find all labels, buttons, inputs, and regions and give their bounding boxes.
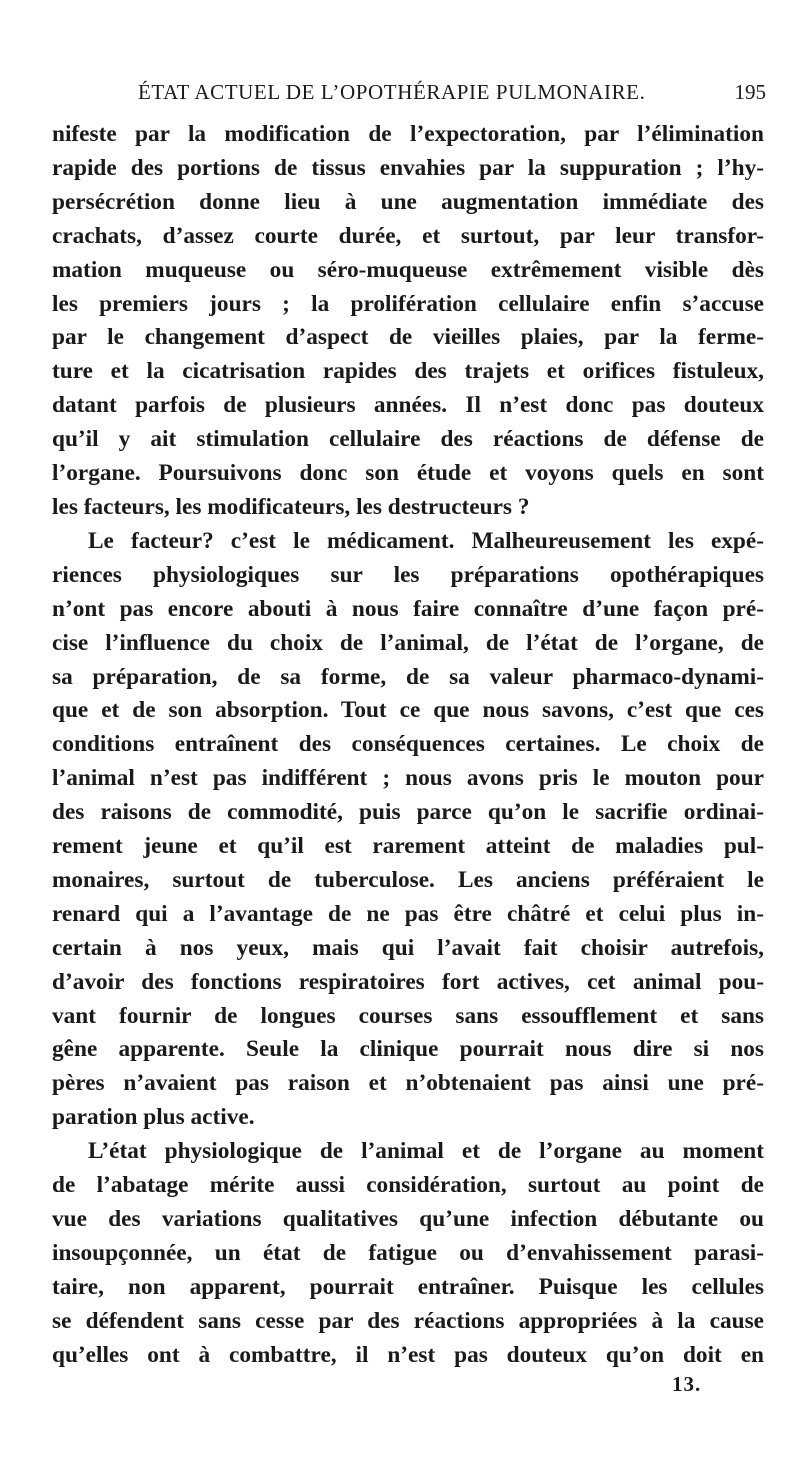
- text-line: l’organe. Poursuivons donc son étude et voyons quels en sont: [52, 460, 764, 487]
- text-line: taire, non apparent, pourrait entraîner. Puisque les cellules: [52, 1273, 764, 1300]
- text-line: nifeste par la modification de l’expectoration, par l’élimination: [52, 121, 764, 147]
- text-line: rapide des portions de tissus envahies par la suppuration ; l’hy-: [52, 154, 764, 181]
- text-line: que et de son absorption. Tout ce que nous savons, c’est que ces: [52, 697, 764, 724]
- text-line: n’ont pas encore abouti à nous faire connaître d’une façon pré-: [52, 595, 764, 622]
- text-line: crachats, d’assez courte durée, et surtout, par leur transfor-: [52, 222, 764, 249]
- text-line: riences physiologiques sur les préparations opothérapiques: [52, 561, 764, 588]
- page-header: [50, 80, 766, 110]
- text-line: rement jeune et qu’il est rarement atteint de maladies pul-: [52, 833, 764, 860]
- text-line: se défendent sans cesse par des réactions appropriées à la cause: [52, 1307, 764, 1334]
- text-line: mation muqueuse ou séro-muqueuse extrêmement visible dès: [52, 256, 764, 283]
- text-line: qu’il y ait stimulation cellulaire des réactions de défense de: [52, 426, 764, 453]
- paragraph-start-line: L’état physiologique de l’animal et de l’organe au moment: [88, 1138, 764, 1165]
- text-line: insoupçonnée, un état de fatigue ou d’envahissement parasi-: [52, 1239, 764, 1266]
- text-line: vant fournir de longues courses sans essoufflement et sans: [52, 1002, 764, 1029]
- text-line: datant parfois de plusieurs années. Il n’est donc pas douteux: [52, 392, 764, 419]
- text-line: qu’elles ont à combattre, il n’est pas douteux qu’on doit en: [52, 1341, 764, 1368]
- text-line: persécrétion donne lieu à une augmentation immédiate des: [52, 188, 764, 215]
- paragraph-end-line: les facteurs, les modificateurs, les destructeurs ?: [52, 493, 530, 520]
- text-line: par le changement d’aspect de vieilles plaies, par la ferme-: [52, 324, 764, 351]
- text-line: gêne apparente. Seule la clinique pourrait nous dire si nos: [52, 1036, 764, 1063]
- body-text: [52, 118, 764, 1373]
- text-line: l’animal n’est pas indifférent ; nous avons pris le mouton pour: [52, 765, 764, 792]
- text-line: monaires, surtout de tuberculose. Les anciens préféraient le: [52, 866, 764, 893]
- text-line: cise l’influence du choix de l’animal, de l’état de l’organe, de: [52, 629, 764, 656]
- text-line: vue des variations qualitatives qu’une infection débutante ou: [52, 1206, 764, 1232]
- text-line: d’avoir des fonctions respiratoires fort actives, cet animal pou-: [52, 968, 764, 995]
- text-line: des raisons de commodité, puis parce qu’on le sacrifie ordinai-: [52, 799, 764, 826]
- text-line: conditions entraînent des conséquences certaines. Le choix de: [52, 731, 764, 758]
- text-line: sa préparation, de sa forme, de sa valeur pharmaco-dynami-: [52, 663, 764, 690]
- text-line: certain à nos yeux, mais qui l’avait fait choisir autrefois,: [52, 934, 764, 961]
- paragraph-start-line: Le facteur? c’est le médicament. Malheureusement les expé-: [88, 527, 764, 554]
- text-line: de l’abatage mérite aussi considération, surtout au point de: [52, 1172, 764, 1199]
- text-line: les premiers jours ; la prolifération cellulaire enfin s’accuse: [52, 290, 764, 317]
- paragraph-end-line: paration plus active.: [52, 1104, 255, 1131]
- text-line: renard qui a l’avantage de ne pas être châtré et celui plus in-: [52, 900, 764, 927]
- signature-mark: 13.: [672, 1372, 702, 1396]
- text-line: pères n’avaient pas raison et n’obtenaient pas ainsi une pré-: [52, 1070, 764, 1097]
- page-number: 195: [734, 80, 766, 104]
- running-title: ÉTAT ACTUEL DE L’OPOTHÉRAPIE PULMONAIRE.: [138, 80, 646, 104]
- text-line: ture et la cicatrisation rapides des trajets et orifices fistuleux,: [52, 358, 764, 385]
